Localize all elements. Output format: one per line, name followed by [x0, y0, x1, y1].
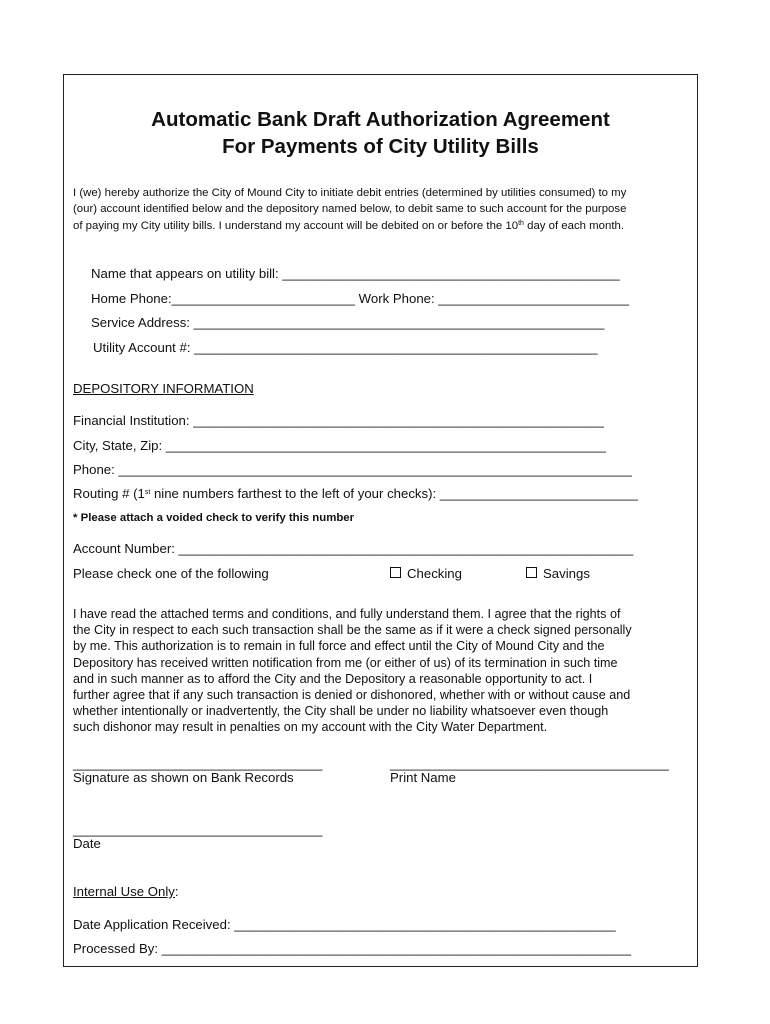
depository-phone-field[interactable]: Phone: ______________________________________________________________________	[73, 462, 632, 477]
financial-institution-field[interactable]: Financial Institution: ________________________________________________________	[73, 413, 604, 428]
signature-label: Signature as shown on Bank Records	[73, 770, 294, 785]
terms-line: such dishonor may result in penalties on my account with the City Water Department.	[73, 720, 548, 735]
print-name-line[interactable]: ______________________________________	[390, 756, 669, 771]
form-title-line-1: Automatic Bank Draft Authorization Agreement	[151, 108, 610, 131]
phone-fields[interactable]: Home Phone:_________________________ Work Phone: __________________________	[91, 291, 630, 306]
checking-option[interactable]	[390, 566, 462, 582]
intro-superscript: th	[518, 220, 524, 227]
terms-paragraph	[73, 606, 693, 736]
terms-line: Depository has received written notification from me (or either of us) of its termination in such time	[73, 655, 618, 670]
checking-label: Checking	[407, 566, 462, 581]
date-line[interactable]: __________________________________	[73, 822, 323, 837]
internal-use-heading: Internal Use Only:	[73, 884, 179, 899]
signature-line[interactable]: __________________________________	[73, 756, 323, 771]
print-name-label: Print Name	[390, 770, 456, 785]
terms-line: by me. This authorization is to remain in full force and effect until the City of Mound City and the	[73, 639, 605, 654]
city-state-zip-field[interactable]: City, State, Zip: ____________________________________________________________	[73, 438, 606, 453]
service-address-field[interactable]: Service Address: ________________________________________________________	[91, 315, 605, 330]
intro-line-3: of paying my City utility bills. I understand my account will be debited on or before the 10th day of each month.	[73, 220, 624, 232]
processed-by-field[interactable]: Processed By: ________________________________________________________________	[73, 941, 632, 956]
terms-line: and in such manner as to afford the City and the Depository a reasonable opportunity to act. I	[73, 671, 593, 686]
intro-line-2: (our) account identified below and the depository named below, to debit same to such account for the purpose	[73, 203, 627, 215]
terms-line: I have read the attached terms and conditions, and fully understand them. I agree that the rights of	[73, 607, 621, 621]
savings-checkbox[interactable]	[526, 567, 537, 578]
savings-label: Savings	[543, 566, 590, 581]
voided-check-note: * Please attach a voided check to verify this number	[73, 512, 355, 524]
form-title-line-2: For Payments of City Utility Bills	[222, 135, 539, 158]
checking-checkbox[interactable]	[390, 567, 401, 578]
date-application-received-field[interactable]: Date Application Received: ____________________________________________________	[73, 917, 616, 932]
routing-superscript: st	[144, 489, 151, 496]
date-label: Date	[73, 836, 101, 851]
depository-heading: DEPOSITORY INFORMATION	[73, 381, 254, 396]
utility-account-field[interactable]: Utility Account #: _______________________________________________________	[93, 340, 598, 355]
terms-line: the City in respect to each such transaction shall be the same as if it were a check signed personally	[73, 623, 632, 638]
account-number-field[interactable]: Account Number: ______________________________________________________________	[73, 541, 634, 556]
terms-line: further agree that if any such transaction is denied or dishonored, whether with or without cause and	[73, 688, 631, 703]
account-type-prompt: Please check one of the following	[73, 566, 269, 581]
name-on-bill-field[interactable]: Name that appears on utility bill: ______________________________________________	[91, 266, 620, 281]
intro-line-1: I (we) hereby authorize the City of Mound City to initiate debit entries (determined by utilities consumed) to my	[73, 187, 627, 199]
savings-option[interactable]	[526, 566, 590, 582]
terms-line: whether intentionally or inadvertently, the City shall be under no liability whatsoever even though	[73, 704, 609, 719]
routing-number-field[interactable]: Routing # (1st nine numbers farthest to the left of your checks): ___________________________	[73, 486, 638, 501]
